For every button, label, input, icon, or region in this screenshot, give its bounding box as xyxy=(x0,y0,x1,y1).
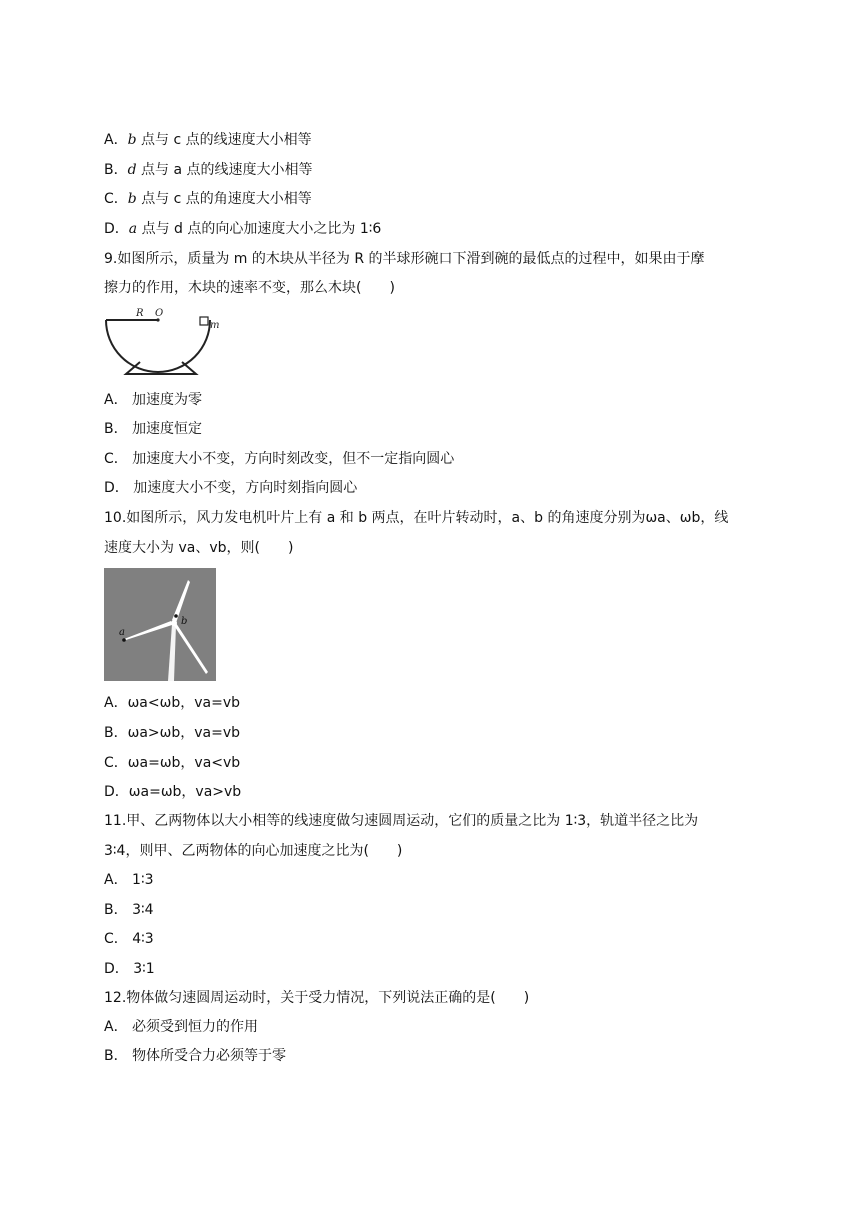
point-a xyxy=(122,638,126,642)
q9-option-b: B． 加速度恒定 xyxy=(104,421,203,437)
q9-stem-line1: 9.如图所示，质量为 m 的木块从半径为 R 的半球形碗口下滑到碗的最低点的过程中，如果由于摩 xyxy=(104,251,705,267)
q12-option-b: B． 物体所受合力必须等于零 xyxy=(104,1048,287,1064)
q11-option-c: C． 4∶3 xyxy=(104,931,154,947)
q9-option-c: C． 加速度大小不变，方向时刻改变，但不一定指向圆心 xyxy=(104,451,455,467)
q8-option-a: A．b 点与 c 点的线速度大小相等 xyxy=(104,132,312,148)
q9-stem-line2: 擦力的作用，木块的速率不变，那么木块( ) xyxy=(104,280,395,296)
point-b xyxy=(174,614,178,618)
turbine-background xyxy=(104,568,216,681)
q11-option-b: B． 3∶4 xyxy=(104,902,154,918)
label-a: a xyxy=(119,627,125,638)
q10-stem-line2: 速度大小为 va、vb，则( ) xyxy=(104,540,294,556)
q8-option-c: C．b 点与 c 点的角速度大小相等 xyxy=(104,191,312,207)
label-b: b xyxy=(181,616,188,627)
label-r: R xyxy=(136,308,144,319)
q9-option-a: A． 加速度为零 xyxy=(104,392,203,408)
q11-option-a: A． 1∶3 xyxy=(104,872,154,888)
label-m: m xyxy=(210,320,220,331)
bowl-figure xyxy=(102,306,232,382)
q11-option-d: D． 3∶1 xyxy=(104,961,155,977)
bowl-arc xyxy=(106,320,210,372)
q11-stem-line1: 11.甲、乙两物体以大小相等的线速度做匀速圆周运动，它们的质量之比为 1∶3，轨道半径之比为 xyxy=(104,813,699,829)
q10-stem-line1: 10.如图所示，风力发电机叶片上有 a 和 b 两点，在叶片转动时，a、b 的角速度分别为ωa、ωb，线 xyxy=(104,510,729,526)
q10-option-d: D．ωa=ωb，va>vb xyxy=(104,784,242,800)
q8-option-d: D．a 点与 d 点的向心加速度大小之比为 1∶6 xyxy=(104,221,382,237)
q10-option-b: B．ωa>ωb，va=vb xyxy=(104,725,241,741)
wind-turbine-figure xyxy=(104,568,216,681)
q9-option-d: D． 加速度大小不变，方向时刻指向圆心 xyxy=(104,480,358,496)
q11-stem-line2: 3∶4，则甲、乙两物体的向心加速度之比为( ) xyxy=(104,843,403,859)
q12-stem: 12.物体做匀速圆周运动时，关于受力情况，下列说法正确的是( ) xyxy=(104,990,530,1006)
turbine-hub xyxy=(171,620,177,626)
label-o: O xyxy=(155,308,164,319)
block-m xyxy=(200,317,208,325)
q10-option-a: A．ωa<ωb，va=vb xyxy=(104,695,240,711)
q8-option-b: B．d 点与 a 点的线速度大小相等 xyxy=(104,162,313,178)
q12-option-a: A． 必须受到恒力的作用 xyxy=(104,1019,259,1035)
q10-option-c: C．ωa=ωb，va<vb xyxy=(104,755,241,771)
